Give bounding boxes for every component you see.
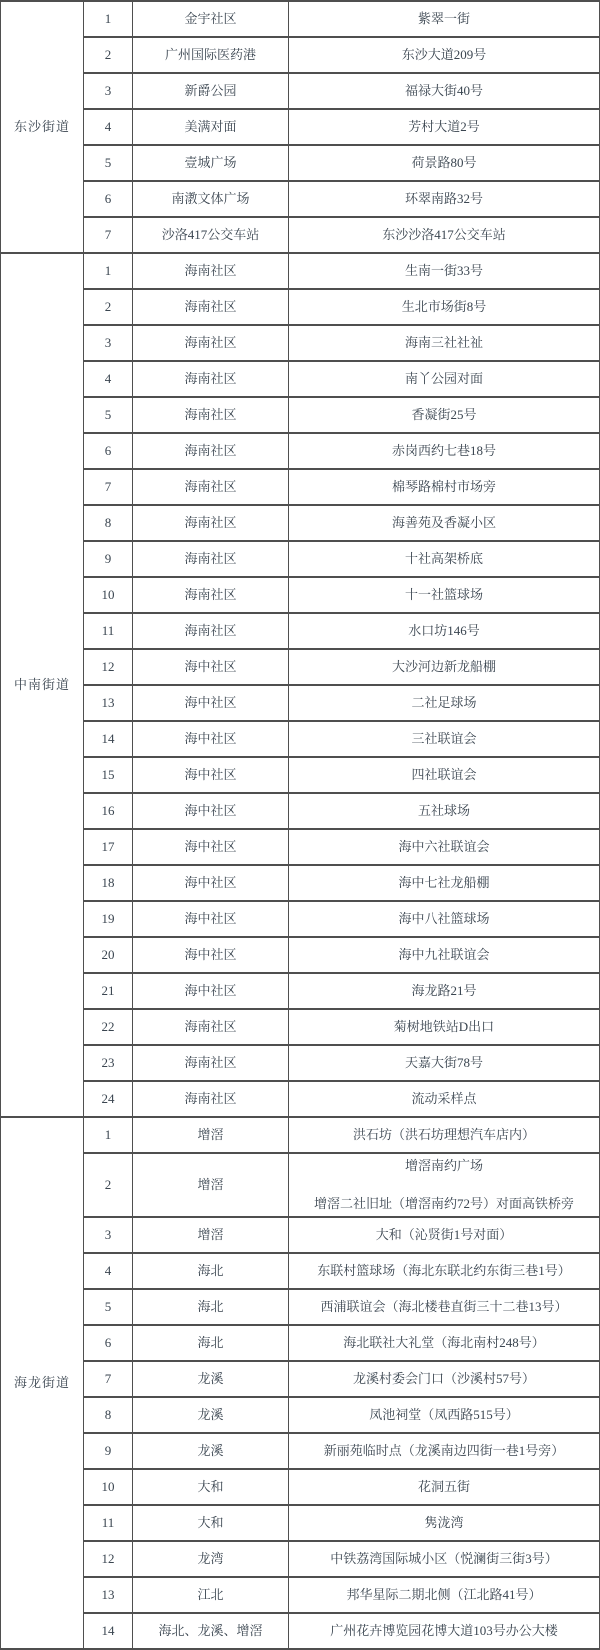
table-row xyxy=(1,434,599,468)
site-address-cell: 海善苑及香凝小区 xyxy=(289,506,599,540)
site-address-cell: 菊树地铁站D出口 xyxy=(289,1010,599,1044)
site-address-cell: 海中七社龙船棚 xyxy=(289,866,599,900)
row-number-cell: 2 xyxy=(84,290,132,324)
site-address-cell: 十一社篮球场 xyxy=(289,578,599,612)
row-number-cell: 9 xyxy=(84,1434,132,1468)
table-row xyxy=(1,1290,599,1324)
row-number-cell: 1 xyxy=(84,1118,132,1152)
table-row xyxy=(1,1470,599,1504)
site-name-cell: 海南社区 xyxy=(133,398,288,432)
row-number-cell: 6 xyxy=(84,1326,132,1360)
site-address-cell: 三社联谊会 xyxy=(289,722,599,756)
site-address-cell: 四社联谊会 xyxy=(289,758,599,792)
table-row xyxy=(1,1046,599,1080)
row-number-cell: 5 xyxy=(84,398,132,432)
site-name-cell: 海南社区 xyxy=(133,542,288,576)
table-row xyxy=(1,578,599,612)
row-number-cell: 1 xyxy=(84,2,132,36)
table-row xyxy=(1,866,599,900)
site-name-cell: 南漖文体广场 xyxy=(133,182,288,216)
table-row xyxy=(1,542,599,576)
table-row xyxy=(1,1542,599,1576)
site-address-cell: 海中九社联谊会 xyxy=(289,938,599,972)
row-number-cell: 4 xyxy=(84,1254,132,1288)
site-name-cell: 龙溪 xyxy=(133,1398,288,1432)
row-number-cell: 3 xyxy=(84,326,132,360)
site-name-cell: 海南社区 xyxy=(133,362,288,396)
site-address-cell: 赤岗西约七巷18号 xyxy=(289,434,599,468)
site-name-cell: 增滘 xyxy=(133,1154,288,1216)
site-name-cell: 海北 xyxy=(133,1326,288,1360)
row-number-cell: 22 xyxy=(84,1010,132,1044)
table-row xyxy=(1,146,599,180)
row-number-cell: 5 xyxy=(84,1290,132,1324)
row-number-cell: 14 xyxy=(84,1614,132,1648)
site-name-cell: 海南社区 xyxy=(133,254,288,288)
site-name-cell: 广州国际医药港 xyxy=(133,38,288,72)
site-address-cell xyxy=(289,1154,599,1216)
site-address-cell: 水口坊146号 xyxy=(289,614,599,648)
table-row xyxy=(1,1118,599,1152)
row-number-cell: 9 xyxy=(84,542,132,576)
table-row xyxy=(1,938,599,972)
row-number-cell: 10 xyxy=(84,578,132,612)
row-number-cell: 16 xyxy=(84,794,132,828)
row-number-cell: 3 xyxy=(84,1218,132,1252)
site-address-cell: 海南三社社祉 xyxy=(289,326,599,360)
table-row xyxy=(1,830,599,864)
site-address-cell: 海中六社联谊会 xyxy=(289,830,599,864)
table-row xyxy=(1,1614,599,1648)
site-name-cell: 海中社区 xyxy=(133,650,288,684)
row-number-cell: 6 xyxy=(84,434,132,468)
row-number-cell: 13 xyxy=(84,1578,132,1612)
row-number-cell: 11 xyxy=(84,1506,132,1540)
table-row xyxy=(1,254,599,288)
site-name-cell: 海南社区 xyxy=(133,290,288,324)
address-lines xyxy=(292,1156,596,1214)
site-address-cell: 生北市场街8号 xyxy=(289,290,599,324)
table-row xyxy=(1,1218,599,1252)
row-number-cell: 7 xyxy=(84,470,132,504)
table-row xyxy=(1,1326,599,1360)
site-address-cell: 芳村大道2号 xyxy=(289,110,599,144)
site-address-cell: 东沙沙洛417公交车站 xyxy=(289,218,599,252)
site-address-cell: 紫翠一街 xyxy=(289,2,599,36)
site-address-cell: 环翠南路32号 xyxy=(289,182,599,216)
table-row xyxy=(1,1254,599,1288)
table-row xyxy=(1,650,599,684)
sampling-sites-table-body xyxy=(1,2,599,1648)
row-number-cell: 17 xyxy=(84,830,132,864)
table-row xyxy=(1,362,599,396)
row-number-cell: 7 xyxy=(84,1362,132,1396)
row-number-cell: 2 xyxy=(84,1154,132,1216)
site-name-cell: 海北、龙溪、增滘 xyxy=(133,1614,288,1648)
site-address-cell: 海中八社篮球场 xyxy=(289,902,599,936)
site-address-cell: 凤池祠堂（凤西路515号） xyxy=(289,1398,599,1432)
table-row xyxy=(1,110,599,144)
address-line: 增滘二社旧址（增滘南约72号）对面高铁桥旁 xyxy=(313,1195,574,1211)
site-address-cell: 东联村篮球场（海北东联北约东街三巷1号） xyxy=(289,1254,599,1288)
site-name-cell: 海中社区 xyxy=(133,794,288,828)
row-number-cell: 4 xyxy=(84,362,132,396)
row-number-cell: 12 xyxy=(84,1542,132,1576)
site-address-cell: 香凝街25号 xyxy=(289,398,599,432)
site-address-cell: 花洞五街 xyxy=(289,1470,599,1504)
site-address-cell: 新丽苑临时点（龙溪南边四街一巷1号旁） xyxy=(289,1434,599,1468)
site-name-cell: 壹城广场 xyxy=(133,146,288,180)
site-name-cell: 金宇社区 xyxy=(133,2,288,36)
row-number-cell: 12 xyxy=(84,650,132,684)
table-row xyxy=(1,614,599,648)
table-row xyxy=(1,1506,599,1540)
site-name-cell: 海南社区 xyxy=(133,470,288,504)
site-name-cell: 海中社区 xyxy=(133,686,288,720)
row-number-cell: 14 xyxy=(84,722,132,756)
site-address-cell: 中铁荔湾国际城小区（悦澜街三街3号） xyxy=(289,1542,599,1576)
address-line: 增滘南约广场 xyxy=(404,1158,483,1173)
site-name-cell: 海南社区 xyxy=(133,1046,288,1080)
site-name-cell: 海中社区 xyxy=(133,938,288,972)
site-name-cell: 海南社区 xyxy=(133,1010,288,1044)
site-name-cell: 大和 xyxy=(133,1470,288,1504)
table-row xyxy=(1,38,599,72)
table-row xyxy=(1,218,599,252)
site-name-cell: 海中社区 xyxy=(133,830,288,864)
site-name-cell: 新爵公园 xyxy=(133,74,288,108)
row-number-cell: 13 xyxy=(84,686,132,720)
row-number-cell: 5 xyxy=(84,146,132,180)
table-row xyxy=(1,758,599,792)
row-number-cell: 3 xyxy=(84,74,132,108)
row-number-cell: 8 xyxy=(84,1398,132,1432)
site-address-cell: 流动采样点 xyxy=(289,1082,599,1116)
site-address-cell: 龙溪村委会门口（沙溪村57号） xyxy=(289,1362,599,1396)
table-row xyxy=(1,506,599,540)
district-cell: 东沙街道 xyxy=(1,2,83,252)
row-number-cell: 10 xyxy=(84,1470,132,1504)
site-address-cell: 洪石坊（洪石坊理想汽车店内） xyxy=(289,1118,599,1152)
site-address-cell: 五社球场 xyxy=(289,794,599,828)
table-row xyxy=(1,1578,599,1612)
site-name-cell: 龙溪 xyxy=(133,1434,288,1468)
site-name-cell: 美满对面 xyxy=(133,110,288,144)
site-name-cell: 海北 xyxy=(133,1290,288,1324)
site-name-cell: 龙溪 xyxy=(133,1362,288,1396)
site-address-cell: 生南一街33号 xyxy=(289,254,599,288)
site-name-cell: 沙洛417公交车站 xyxy=(133,218,288,252)
site-name-cell: 海中社区 xyxy=(133,758,288,792)
table-row xyxy=(1,974,599,1008)
row-number-cell: 11 xyxy=(84,614,132,648)
row-number-cell: 18 xyxy=(84,866,132,900)
table-row xyxy=(1,1362,599,1396)
row-number-cell: 8 xyxy=(84,506,132,540)
site-address-cell: 隽泷湾 xyxy=(289,1506,599,1540)
row-number-cell: 1 xyxy=(84,254,132,288)
site-name-cell: 海南社区 xyxy=(133,434,288,468)
site-name-cell: 龙湾 xyxy=(133,1542,288,1576)
site-address-cell: 海龙路21号 xyxy=(289,974,599,1008)
site-address-cell: 福禄大街40号 xyxy=(289,74,599,108)
table-row xyxy=(1,398,599,432)
table-row xyxy=(1,794,599,828)
table-row xyxy=(1,74,599,108)
site-name-cell: 海南社区 xyxy=(133,614,288,648)
row-number-cell: 24 xyxy=(84,1082,132,1116)
site-name-cell: 大和 xyxy=(133,1506,288,1540)
site-name-cell: 增滘 xyxy=(133,1218,288,1252)
site-address-cell: 天嘉大街78号 xyxy=(289,1046,599,1080)
row-number-cell: 15 xyxy=(84,758,132,792)
table-row xyxy=(1,326,599,360)
site-address-cell: 南丫公园对面 xyxy=(289,362,599,396)
table-row xyxy=(1,1010,599,1044)
table-row xyxy=(1,1434,599,1468)
row-number-cell: 20 xyxy=(84,938,132,972)
table-row xyxy=(1,1398,599,1432)
site-address-cell: 荷景路80号 xyxy=(289,146,599,180)
row-number-cell: 23 xyxy=(84,1046,132,1080)
row-number-cell: 19 xyxy=(84,902,132,936)
table-row xyxy=(1,1154,599,1216)
site-name-cell: 海中社区 xyxy=(133,866,288,900)
site-name-cell: 增滘 xyxy=(133,1118,288,1152)
table-row xyxy=(1,686,599,720)
site-name-cell: 海南社区 xyxy=(133,326,288,360)
table-row xyxy=(1,182,599,216)
site-name-cell: 海中社区 xyxy=(133,974,288,1008)
site-name-cell: 海南社区 xyxy=(133,1082,288,1116)
table-row xyxy=(1,902,599,936)
site-address-cell: 海北联社大礼堂（海北南村248号） xyxy=(289,1326,599,1360)
site-name-cell: 江北 xyxy=(133,1578,288,1612)
site-name-cell: 海中社区 xyxy=(133,722,288,756)
table-row xyxy=(1,290,599,324)
district-cell: 海龙街道 xyxy=(1,1118,83,1648)
row-number-cell: 7 xyxy=(84,218,132,252)
row-number-cell: 4 xyxy=(84,110,132,144)
site-address-cell: 东沙大道209号 xyxy=(289,38,599,72)
district-cell: 中南街道 xyxy=(1,254,83,1116)
site-name-cell: 海中社区 xyxy=(133,902,288,936)
site-address-cell: 大和（沁贤街1号对面） xyxy=(289,1218,599,1252)
table-row xyxy=(1,470,599,504)
site-address-cell: 二社足球场 xyxy=(289,686,599,720)
site-address-cell: 西浦联谊会（海北楼巷直街三十二巷13号） xyxy=(289,1290,599,1324)
site-address-cell: 邦华星际二期北侧（江北路41号） xyxy=(289,1578,599,1612)
table-row xyxy=(1,1082,599,1116)
site-name-cell: 海南社区 xyxy=(133,506,288,540)
site-address-cell: 广州花卉博览园花博大道103号办公大楼 xyxy=(289,1614,599,1648)
row-number-cell: 21 xyxy=(84,974,132,1008)
row-number-cell: 6 xyxy=(84,182,132,216)
table-row xyxy=(1,722,599,756)
site-address-cell: 大沙河边新龙船棚 xyxy=(289,650,599,684)
site-name-cell: 海南社区 xyxy=(133,578,288,612)
row-number-cell: 2 xyxy=(84,38,132,72)
site-name-cell: 海北 xyxy=(133,1254,288,1288)
site-address-cell: 棉琴路棉村市场旁 xyxy=(289,470,599,504)
table-row xyxy=(1,2,599,36)
site-address-cell: 十社高架桥底 xyxy=(289,542,599,576)
